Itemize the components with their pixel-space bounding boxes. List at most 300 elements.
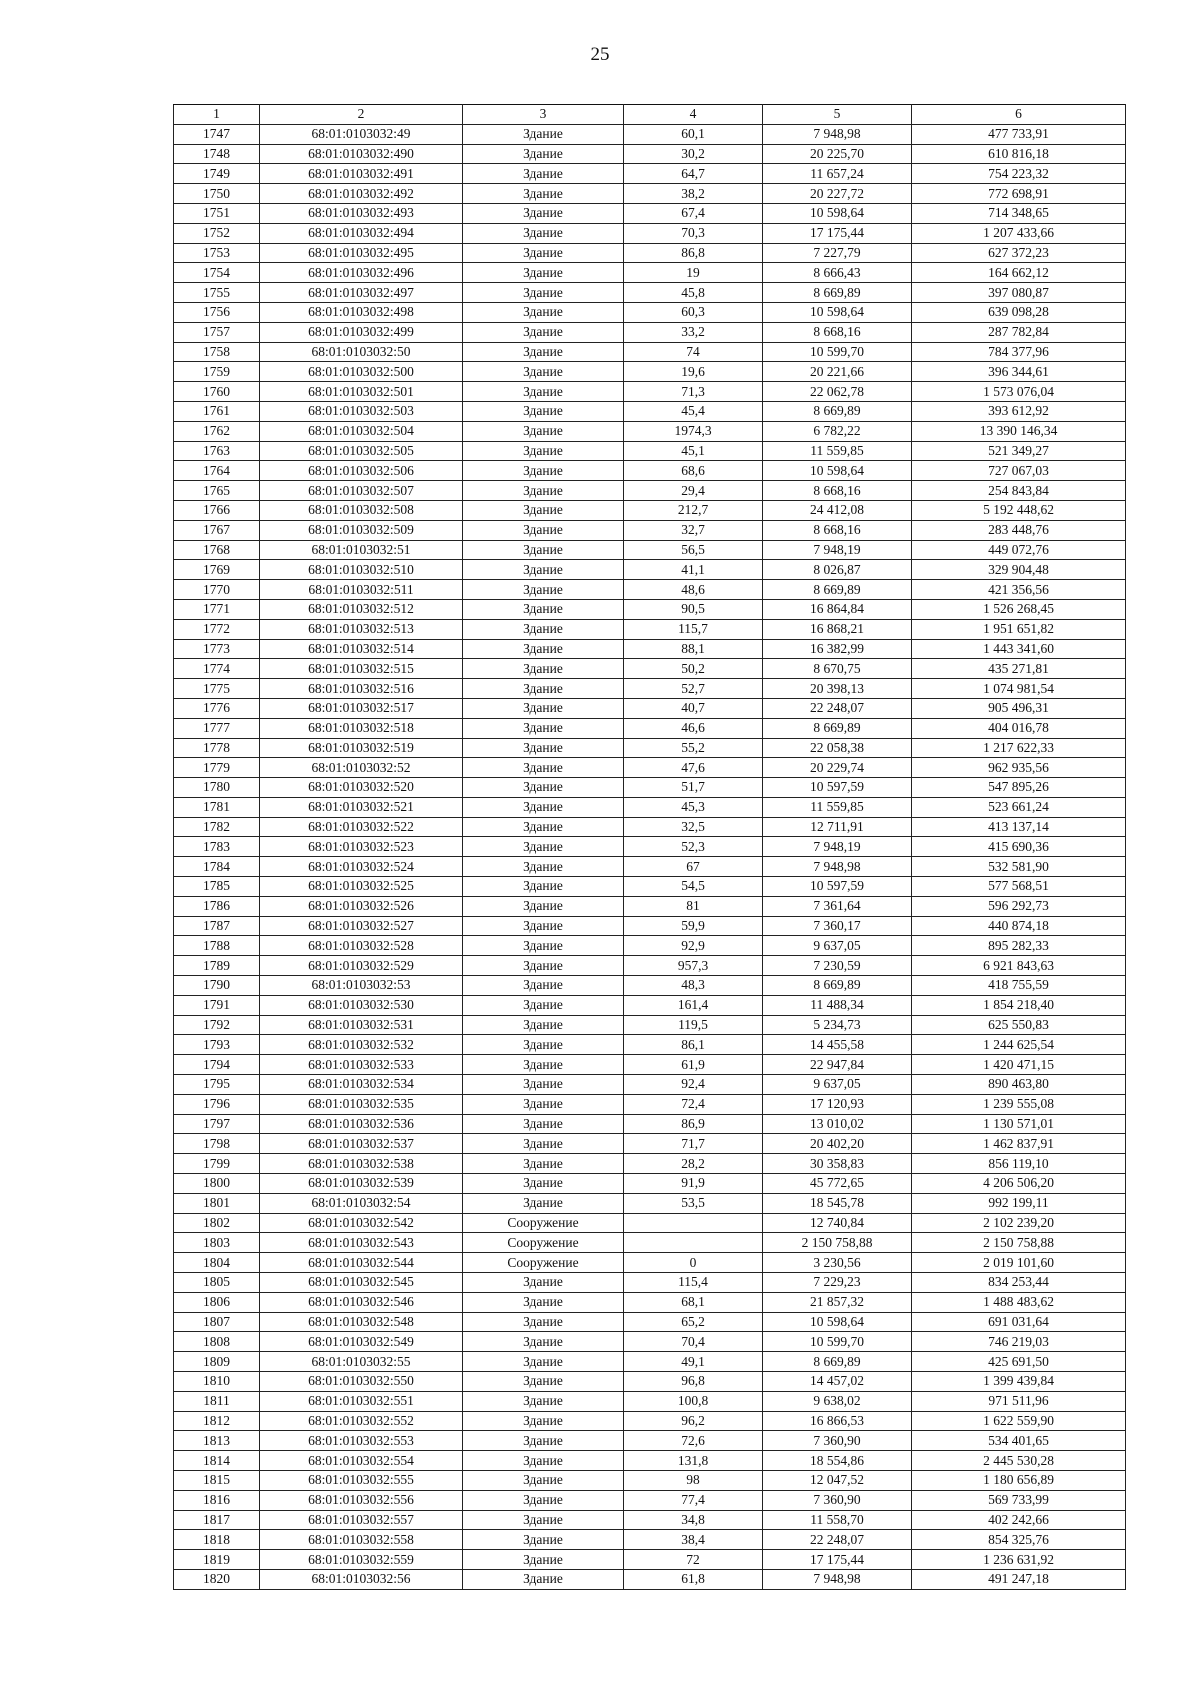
object-type-cell: Здание xyxy=(463,1134,624,1154)
area-cell: 51,7 xyxy=(624,778,763,798)
row-number-cell: 1768 xyxy=(174,540,260,560)
area-cell: 50,2 xyxy=(624,659,763,679)
object-type-cell: Здание xyxy=(463,461,624,481)
row-number-cell: 1754 xyxy=(174,263,260,283)
object-type-cell: Здание xyxy=(463,500,624,520)
table-row xyxy=(174,1470,1126,1490)
object-type-cell: Здание xyxy=(463,857,624,877)
unit-value-cell: 7 361,64 xyxy=(763,896,912,916)
row-number-cell: 1794 xyxy=(174,1055,260,1075)
unit-value-cell: 7 360,90 xyxy=(763,1431,912,1451)
cadastral-number-cell: 68:01:0103032:517 xyxy=(260,698,463,718)
table-row xyxy=(174,778,1126,798)
row-number-cell: 1780 xyxy=(174,778,260,798)
cadastral-value-cell: 2 150 758,88 xyxy=(912,1233,1126,1253)
object-type-cell: Здание xyxy=(463,1312,624,1332)
area-cell: 61,9 xyxy=(624,1055,763,1075)
cadastral-number-cell: 68:01:0103032:511 xyxy=(260,580,463,600)
table-row xyxy=(174,896,1126,916)
unit-value-cell: 8 669,89 xyxy=(763,976,912,996)
unit-value-cell: 8 668,16 xyxy=(763,520,912,540)
row-number-cell: 1771 xyxy=(174,599,260,619)
cadastral-number-cell: 68:01:0103032:543 xyxy=(260,1233,463,1253)
cadastral-number-cell: 68:01:0103032:558 xyxy=(260,1530,463,1550)
cadastral-value-cell: 418 755,59 xyxy=(912,976,1126,996)
cadastral-number-cell: 68:01:0103032:549 xyxy=(260,1332,463,1352)
row-number-cell: 1785 xyxy=(174,877,260,897)
area-cell: 68,6 xyxy=(624,461,763,481)
row-number-cell: 1817 xyxy=(174,1510,260,1530)
unit-value-cell: 11 657,24 xyxy=(763,164,912,184)
column-header-5: 5 xyxy=(763,105,912,125)
row-number-cell: 1759 xyxy=(174,362,260,382)
unit-value-cell: 11 488,34 xyxy=(763,995,912,1015)
object-type-cell: Здание xyxy=(463,679,624,699)
cadastral-number-cell: 68:01:0103032:552 xyxy=(260,1411,463,1431)
table-row xyxy=(174,797,1126,817)
object-type-cell: Здание xyxy=(463,481,624,501)
unit-value-cell: 10 599,70 xyxy=(763,342,912,362)
cadastral-value-cell: 639 098,28 xyxy=(912,302,1126,322)
row-number-cell: 1800 xyxy=(174,1174,260,1194)
object-type-cell: Здание xyxy=(463,1530,624,1550)
cadastral-value-cell: 1 622 559,90 xyxy=(912,1411,1126,1431)
object-type-cell: Здание xyxy=(463,916,624,936)
cadastral-number-cell: 68:01:0103032:524 xyxy=(260,857,463,877)
row-number-cell: 1787 xyxy=(174,916,260,936)
cadastral-value-cell: 834 253,44 xyxy=(912,1273,1126,1293)
cadastral-value-table xyxy=(173,104,1126,1590)
cadastral-value-cell: 962 935,56 xyxy=(912,758,1126,778)
cadastral-value-cell: 1 951 651,82 xyxy=(912,619,1126,639)
row-number-cell: 1752 xyxy=(174,223,260,243)
unit-value-cell: 8 670,75 xyxy=(763,659,912,679)
cadastral-number-cell: 68:01:0103032:551 xyxy=(260,1391,463,1411)
row-number-cell: 1792 xyxy=(174,1015,260,1035)
cadastral-value-cell: 421 356,56 xyxy=(912,580,1126,600)
unit-value-cell: 10 599,70 xyxy=(763,1332,912,1352)
table-row xyxy=(174,877,1126,897)
cadastral-value-cell: 1 239 555,08 xyxy=(912,1094,1126,1114)
unit-value-cell: 18 545,78 xyxy=(763,1193,912,1213)
row-number-cell: 1749 xyxy=(174,164,260,184)
row-number-cell: 1784 xyxy=(174,857,260,877)
cadastral-number-cell: 68:01:0103032:531 xyxy=(260,1015,463,1035)
cadastral-value-cell: 1 074 981,54 xyxy=(912,679,1126,699)
unit-value-cell: 20 402,20 xyxy=(763,1134,912,1154)
cadastral-value-cell: 404 016,78 xyxy=(912,718,1126,738)
area-cell: 45,8 xyxy=(624,283,763,303)
object-type-cell: Здание xyxy=(463,1411,624,1431)
unit-value-cell: 7 360,17 xyxy=(763,916,912,936)
cadastral-number-cell: 68:01:0103032:526 xyxy=(260,896,463,916)
table-row xyxy=(174,322,1126,342)
table-row xyxy=(174,461,1126,481)
row-number-cell: 1807 xyxy=(174,1312,260,1332)
area-cell: 46,6 xyxy=(624,718,763,738)
cadastral-value-cell: 1 526 268,45 xyxy=(912,599,1126,619)
table-row xyxy=(174,382,1126,402)
table-row xyxy=(174,698,1126,718)
table-row xyxy=(174,718,1126,738)
cadastral-value-cell: 477 733,91 xyxy=(912,124,1126,144)
object-type-cell: Здание xyxy=(463,1055,624,1075)
object-type-cell: Здание xyxy=(463,401,624,421)
cadastral-value-cell: 854 325,76 xyxy=(912,1530,1126,1550)
column-header-3: 3 xyxy=(463,105,624,125)
cadastral-value-cell: 491 247,18 xyxy=(912,1569,1126,1589)
table-row xyxy=(174,817,1126,837)
object-type-cell: Здание xyxy=(463,283,624,303)
row-number-cell: 1765 xyxy=(174,481,260,501)
area-cell: 92,9 xyxy=(624,936,763,956)
row-number-cell: 1766 xyxy=(174,500,260,520)
row-number-cell: 1804 xyxy=(174,1253,260,1273)
object-type-cell: Здание xyxy=(463,599,624,619)
unit-value-cell: 24 412,08 xyxy=(763,500,912,520)
area-cell: 957,3 xyxy=(624,956,763,976)
cadastral-number-cell: 68:01:0103032:498 xyxy=(260,302,463,322)
cadastral-number-cell: 68:01:0103032:500 xyxy=(260,362,463,382)
cadastral-number-cell: 68:01:0103032:496 xyxy=(260,263,463,283)
area-cell: 38,2 xyxy=(624,184,763,204)
cadastral-value-cell: 440 874,18 xyxy=(912,916,1126,936)
object-type-cell: Здание xyxy=(463,1075,624,1095)
area-cell: 41,1 xyxy=(624,560,763,580)
unit-value-cell: 45 772,65 xyxy=(763,1174,912,1194)
row-number-cell: 1760 xyxy=(174,382,260,402)
table-row xyxy=(174,540,1126,560)
cadastral-value-cell: 329 904,48 xyxy=(912,560,1126,580)
cadastral-number-cell: 68:01:0103032:544 xyxy=(260,1253,463,1273)
table-row xyxy=(174,1391,1126,1411)
row-number-cell: 1761 xyxy=(174,401,260,421)
area-cell: 45,4 xyxy=(624,401,763,421)
cadastral-number-cell: 68:01:0103032:538 xyxy=(260,1154,463,1174)
cadastral-value-cell: 1 488 483,62 xyxy=(912,1292,1126,1312)
object-type-cell: Здание xyxy=(463,698,624,718)
cadastral-value-cell: 1 244 625,54 xyxy=(912,1035,1126,1055)
cadastral-number-cell: 68:01:0103032:55 xyxy=(260,1352,463,1372)
unit-value-cell: 8 669,89 xyxy=(763,401,912,421)
area-cell: 19,6 xyxy=(624,362,763,382)
cadastral-value-cell: 521 349,27 xyxy=(912,441,1126,461)
cadastral-number-cell: 68:01:0103032:515 xyxy=(260,659,463,679)
table-row xyxy=(174,1312,1126,1332)
row-number-cell: 1820 xyxy=(174,1569,260,1589)
area-cell: 115,4 xyxy=(624,1273,763,1293)
table-row xyxy=(174,639,1126,659)
object-type-cell: Здание xyxy=(463,1569,624,1589)
row-number-cell: 1790 xyxy=(174,976,260,996)
area-cell: 40,7 xyxy=(624,698,763,718)
cadastral-number-cell: 68:01:0103032:533 xyxy=(260,1055,463,1075)
cadastral-number-cell: 68:01:0103032:512 xyxy=(260,599,463,619)
area-cell: 48,3 xyxy=(624,976,763,996)
area-cell: 115,7 xyxy=(624,619,763,639)
unit-value-cell: 7 948,19 xyxy=(763,540,912,560)
cadastral-number-cell: 68:01:0103032:548 xyxy=(260,1312,463,1332)
area-cell: 68,1 xyxy=(624,1292,763,1312)
cadastral-value-cell: 992 199,11 xyxy=(912,1193,1126,1213)
object-type-cell: Сооружение xyxy=(463,1233,624,1253)
cadastral-number-cell: 68:01:0103032:520 xyxy=(260,778,463,798)
cadastral-value-cell: 727 067,03 xyxy=(912,461,1126,481)
area-cell: 59,9 xyxy=(624,916,763,936)
cadastral-number-cell: 68:01:0103032:537 xyxy=(260,1134,463,1154)
unit-value-cell: 8 669,89 xyxy=(763,283,912,303)
unit-value-cell: 22 248,07 xyxy=(763,698,912,718)
unit-value-cell: 14 457,02 xyxy=(763,1372,912,1392)
area-cell: 74 xyxy=(624,342,763,362)
table-row xyxy=(174,223,1126,243)
unit-value-cell: 8 669,89 xyxy=(763,580,912,600)
row-number-cell: 1762 xyxy=(174,421,260,441)
area-cell: 34,8 xyxy=(624,1510,763,1530)
area-cell: 53,5 xyxy=(624,1193,763,1213)
row-number-cell: 1791 xyxy=(174,995,260,1015)
area-cell xyxy=(624,1233,763,1253)
table-row xyxy=(174,659,1126,679)
unit-value-cell: 16 866,53 xyxy=(763,1411,912,1431)
table-row xyxy=(174,1015,1126,1035)
cadastral-value-cell: 435 271,81 xyxy=(912,659,1126,679)
object-type-cell: Здание xyxy=(463,976,624,996)
area-cell: 0 xyxy=(624,1253,763,1273)
table-row xyxy=(174,758,1126,778)
row-number-cell: 1748 xyxy=(174,144,260,164)
table-row xyxy=(174,1035,1126,1055)
unit-value-cell: 18 554,86 xyxy=(763,1451,912,1471)
row-number-cell: 1769 xyxy=(174,560,260,580)
row-number-cell: 1753 xyxy=(174,243,260,263)
table-row xyxy=(174,1550,1126,1570)
cadastral-value-cell: 4 206 506,20 xyxy=(912,1174,1126,1194)
object-type-cell: Здание xyxy=(463,936,624,956)
unit-value-cell: 17 175,44 xyxy=(763,223,912,243)
row-number-cell: 1763 xyxy=(174,441,260,461)
unit-value-cell: 8 668,16 xyxy=(763,322,912,342)
cadastral-number-cell: 68:01:0103032:493 xyxy=(260,203,463,223)
cadastral-value-cell: 164 662,12 xyxy=(912,263,1126,283)
area-cell: 96,2 xyxy=(624,1411,763,1431)
cadastral-number-cell: 68:01:0103032:56 xyxy=(260,1569,463,1589)
object-type-cell: Здание xyxy=(463,302,624,322)
row-number-cell: 1809 xyxy=(174,1352,260,1372)
table-row xyxy=(174,1075,1126,1095)
row-number-cell: 1788 xyxy=(174,936,260,956)
unit-value-cell: 10 598,64 xyxy=(763,1312,912,1332)
unit-value-cell: 20 221,66 xyxy=(763,362,912,382)
object-type-cell: Здание xyxy=(463,1510,624,1530)
area-cell: 90,5 xyxy=(624,599,763,619)
object-type-cell: Здание xyxy=(463,1273,624,1293)
cadastral-value-cell: 895 282,33 xyxy=(912,936,1126,956)
area-cell: 52,7 xyxy=(624,679,763,699)
unit-value-cell: 20 398,13 xyxy=(763,679,912,699)
table-row xyxy=(174,956,1126,976)
object-type-cell: Здание xyxy=(463,382,624,402)
cadastral-number-cell: 68:01:0103032:499 xyxy=(260,322,463,342)
cadastral-number-cell: 68:01:0103032:50 xyxy=(260,342,463,362)
area-cell: 54,5 xyxy=(624,877,763,897)
table-row xyxy=(174,481,1126,501)
table-row xyxy=(174,1193,1126,1213)
unit-value-cell: 11 559,85 xyxy=(763,797,912,817)
cadastral-number-cell: 68:01:0103032:510 xyxy=(260,560,463,580)
row-number-cell: 1802 xyxy=(174,1213,260,1233)
area-cell: 33,2 xyxy=(624,322,763,342)
table-row xyxy=(174,936,1126,956)
object-type-cell: Здание xyxy=(463,1490,624,1510)
row-number-cell: 1773 xyxy=(174,639,260,659)
object-type-cell: Здание xyxy=(463,619,624,639)
cadastral-value-cell: 1 236 631,92 xyxy=(912,1550,1126,1570)
area-cell: 77,4 xyxy=(624,1490,763,1510)
column-header-6: 6 xyxy=(912,105,1126,125)
cadastral-value-cell: 6 921 843,63 xyxy=(912,956,1126,976)
object-type-cell: Здание xyxy=(463,124,624,144)
cadastral-value-cell: 13 390 146,34 xyxy=(912,421,1126,441)
cadastral-number-cell: 68:01:0103032:503 xyxy=(260,401,463,421)
cadastral-value-cell: 714 348,65 xyxy=(912,203,1126,223)
unit-value-cell: 21 857,32 xyxy=(763,1292,912,1312)
area-cell: 96,8 xyxy=(624,1372,763,1392)
unit-value-cell: 14 455,58 xyxy=(763,1035,912,1055)
column-header-1: 1 xyxy=(174,105,260,125)
unit-value-cell: 3 230,56 xyxy=(763,1253,912,1273)
area-cell: 86,1 xyxy=(624,1035,763,1055)
area-cell: 30,2 xyxy=(624,144,763,164)
cadastral-number-cell: 68:01:0103032:513 xyxy=(260,619,463,639)
cadastral-value-cell: 627 372,23 xyxy=(912,243,1126,263)
cadastral-value-cell: 746 219,03 xyxy=(912,1332,1126,1352)
area-cell: 60,3 xyxy=(624,302,763,322)
unit-value-cell: 16 864,84 xyxy=(763,599,912,619)
unit-value-cell: 9 637,05 xyxy=(763,1075,912,1095)
area-cell: 55,2 xyxy=(624,738,763,758)
table-row xyxy=(174,1253,1126,1273)
object-type-cell: Здание xyxy=(463,1154,624,1174)
cadastral-value-cell: 396 344,61 xyxy=(912,362,1126,382)
row-number-cell: 1775 xyxy=(174,679,260,699)
unit-value-cell: 22 947,84 xyxy=(763,1055,912,1075)
row-number-cell: 1781 xyxy=(174,797,260,817)
cadastral-number-cell: 68:01:0103032:529 xyxy=(260,956,463,976)
unit-value-cell: 7 227,79 xyxy=(763,243,912,263)
object-type-cell: Здание xyxy=(463,1372,624,1392)
row-number-cell: 1796 xyxy=(174,1094,260,1114)
cadastral-value-cell: 1 217 622,33 xyxy=(912,738,1126,758)
row-number-cell: 1758 xyxy=(174,342,260,362)
unit-value-cell: 10 598,64 xyxy=(763,302,912,322)
cadastral-number-cell: 68:01:0103032:521 xyxy=(260,797,463,817)
object-type-cell: Здание xyxy=(463,956,624,976)
unit-value-cell: 22 248,07 xyxy=(763,1530,912,1550)
cadastral-value-cell: 1 207 433,66 xyxy=(912,223,1126,243)
table-body xyxy=(174,124,1126,1589)
cadastral-number-cell: 68:01:0103032:49 xyxy=(260,124,463,144)
cadastral-value-cell: 1 462 837,91 xyxy=(912,1134,1126,1154)
object-type-cell: Здание xyxy=(463,560,624,580)
area-cell: 70,4 xyxy=(624,1332,763,1352)
cadastral-value-cell: 287 782,84 xyxy=(912,322,1126,342)
unit-value-cell: 7 948,19 xyxy=(763,837,912,857)
row-number-cell: 1767 xyxy=(174,520,260,540)
object-type-cell: Здание xyxy=(463,263,624,283)
object-type-cell: Здание xyxy=(463,421,624,441)
area-cell: 119,5 xyxy=(624,1015,763,1035)
table-row xyxy=(174,1569,1126,1589)
unit-value-cell: 10 597,59 xyxy=(763,778,912,798)
table-row xyxy=(174,421,1126,441)
cadastral-number-cell: 68:01:0103032:557 xyxy=(260,1510,463,1530)
unit-value-cell: 12 740,84 xyxy=(763,1213,912,1233)
object-type-cell: Здание xyxy=(463,1094,624,1114)
area-cell: 72,6 xyxy=(624,1431,763,1451)
object-type-cell: Здание xyxy=(463,223,624,243)
object-type-cell: Здание xyxy=(463,718,624,738)
unit-value-cell: 7 229,23 xyxy=(763,1273,912,1293)
unit-value-cell: 8 666,43 xyxy=(763,263,912,283)
header-row xyxy=(174,105,1126,125)
area-cell: 67,4 xyxy=(624,203,763,223)
object-type-cell: Здание xyxy=(463,1035,624,1055)
cadastral-number-cell: 68:01:0103032:535 xyxy=(260,1094,463,1114)
object-type-cell: Здание xyxy=(463,817,624,837)
table-row xyxy=(174,619,1126,639)
area-cell: 29,4 xyxy=(624,481,763,501)
cadastral-value-cell: 905 496,31 xyxy=(912,698,1126,718)
unit-value-cell: 8 669,89 xyxy=(763,718,912,738)
cadastral-number-cell: 68:01:0103032:492 xyxy=(260,184,463,204)
cadastral-number-cell: 68:01:0103032:553 xyxy=(260,1431,463,1451)
table-row xyxy=(174,1134,1126,1154)
cadastral-number-cell: 68:01:0103032:52 xyxy=(260,758,463,778)
table-row xyxy=(174,1490,1126,1510)
area-cell: 92,4 xyxy=(624,1075,763,1095)
unit-value-cell: 11 558,70 xyxy=(763,1510,912,1530)
row-number-cell: 1813 xyxy=(174,1431,260,1451)
unit-value-cell: 9 638,02 xyxy=(763,1391,912,1411)
unit-value-cell: 10 598,64 xyxy=(763,203,912,223)
cadastral-number-cell: 68:01:0103032:525 xyxy=(260,877,463,897)
table-header xyxy=(174,105,1126,125)
area-cell: 49,1 xyxy=(624,1352,763,1372)
table-row xyxy=(174,283,1126,303)
cadastral-value-cell: 449 072,76 xyxy=(912,540,1126,560)
cadastral-value-cell: 425 691,50 xyxy=(912,1352,1126,1372)
cadastral-value-cell: 1 854 218,40 xyxy=(912,995,1126,1015)
area-cell: 32,5 xyxy=(624,817,763,837)
table-row xyxy=(174,560,1126,580)
object-type-cell: Здание xyxy=(463,1391,624,1411)
cadastral-number-cell: 68:01:0103032:532 xyxy=(260,1035,463,1055)
cadastral-number-cell: 68:01:0103032:539 xyxy=(260,1174,463,1194)
table-row xyxy=(174,441,1126,461)
object-type-cell: Здание xyxy=(463,580,624,600)
area-cell: 19 xyxy=(624,263,763,283)
row-number-cell: 1751 xyxy=(174,203,260,223)
table-row xyxy=(174,738,1126,758)
row-number-cell: 1818 xyxy=(174,1530,260,1550)
area-cell: 72,4 xyxy=(624,1094,763,1114)
table-row xyxy=(174,1154,1126,1174)
object-type-cell: Здание xyxy=(463,1451,624,1471)
table-row xyxy=(174,1510,1126,1530)
table-row xyxy=(174,857,1126,877)
unit-value-cell: 7 948,98 xyxy=(763,857,912,877)
